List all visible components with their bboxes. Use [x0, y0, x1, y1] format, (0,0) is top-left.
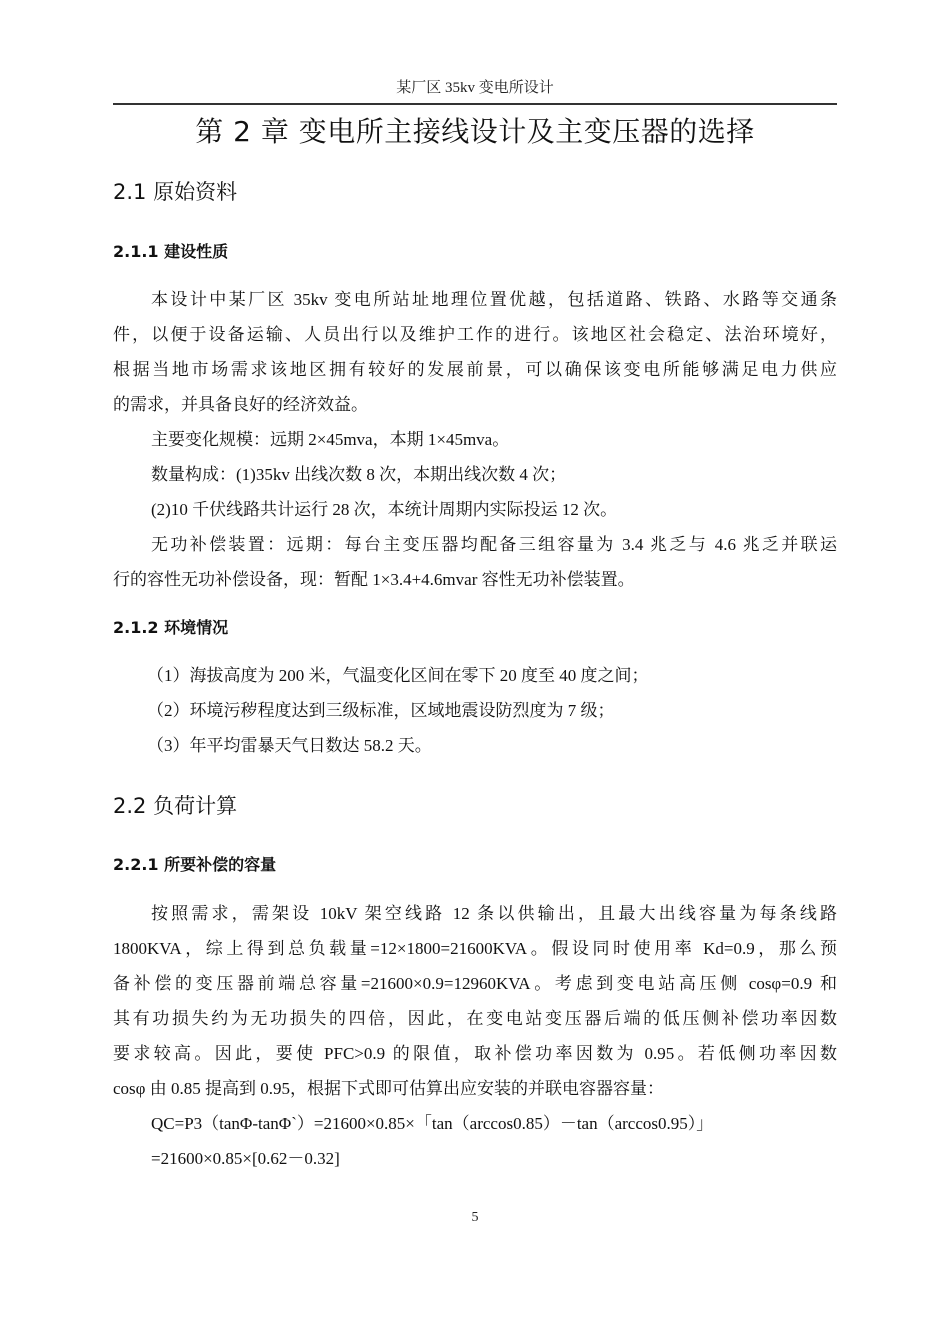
environment-item-1: （1）海拔高度为 200 米，气温变化区间在零下 20 度至 40 度之间；	[147, 666, 649, 685]
quantity-line-1: 数量构成：(1)35kv 出线次数 8 次，本期出线次数 4 次；	[151, 465, 567, 484]
environment-item-2: （2）环境污秽程度达到三级标准，区域地震设防烈度为 7 级；	[147, 701, 615, 720]
subsection-heading-2-2-1: 2.2.1 所要补偿的容量	[113, 855, 277, 874]
paragraph-line: 要求较高。因此，要使 PFC>0.9 的限值，取补偿功率因数为 0.95。若低侧功率因数	[113, 1044, 837, 1063]
paragraph-line: 本设计中某厂区 35kv 变电所站址地理位置优越，包括道路、铁路、水路等交通条	[151, 290, 837, 309]
running-header: 某厂区 35kv 变电所设计	[396, 80, 554, 96]
subsection-heading-2-1-2: 2.1.2 环境情况	[113, 618, 229, 637]
chapter-title: 第 2 章 变电所主接线设计及主变压器的选择	[195, 115, 755, 148]
section-heading-2-2: 2.2 负荷计算	[113, 794, 238, 818]
paragraph-line: 备补偿的变压器前端总容量=21600×0.9=12960KVA。考虑到变电站高压侧 cosφ=0.9 和	[113, 974, 837, 993]
subsection-heading-2-1-1: 2.1.1 建设性质	[113, 242, 229, 261]
paragraph-reactive-compensation	[113, 527, 837, 597]
paragraph-line: 的需求，并具备良好的经济效益。	[113, 395, 368, 414]
paragraph-compensation-capacity	[113, 896, 837, 1106]
quantity-line-2: (2)10 千伏线路共计运行 28 次，本统计周期内实际投运 12 次。	[151, 500, 618, 519]
section-heading-2-1: 2.1 原始资料	[113, 180, 238, 204]
paragraph-line: 根据当地市场需求该地区拥有较好的发展前景，可以确保该变电所能够满足电力供应	[113, 360, 837, 379]
formula-line-2: =21600×0.85×[0.62－0.32]	[151, 1149, 340, 1168]
paragraph-line: 其有功损失约为无功损失的四倍，因此，在变电站变压器后端的低压侧补偿功率因数	[113, 1009, 837, 1028]
header-divider	[113, 103, 837, 105]
paragraph-line: 无功补偿装置：远期：每台主变压器均配备三组容量为 3.4 兆乏与 4.6 兆乏并联运	[151, 535, 837, 554]
paragraph-line: cosφ 由 0.85 提高到 0.95，根据下式即可估算出应安装的并联电容器容量：	[113, 1079, 664, 1098]
paragraph-line: 件，以便于设备运输、人员出行以及维护工作的进行。该地区社会稳定、法治环境好，	[113, 325, 837, 344]
scale-line: 主要变化规模：远期 2×45mva，本期 1×45mva。	[151, 430, 510, 449]
paragraph-line: 按照需求，需架设 10kV 架空线路 12 条以供输出，且最大出线容量为每条线路	[151, 904, 837, 923]
paragraph-line: 行的容性无功补偿设备，现：暂配 1×3.4+4.6mvar 容性无功补偿装置。	[113, 570, 635, 589]
paragraph-construction-nature	[113, 282, 837, 422]
page-number: 5	[471, 1210, 479, 1225]
paragraph-line: 1800KVA，综上得到总负载量=12×1800=21600KVA。假设同时使用率 Kd=0.9，那么预	[113, 939, 837, 958]
environment-item-3: （3）年平均雷暴天气日数达 58.2 天。	[147, 736, 432, 755]
formula-line-1: QC=P3（tanΦ-tanΦ`）=21600×0.85×「tan（arccos0.85）－tan（arccos0.95）」	[151, 1114, 714, 1133]
